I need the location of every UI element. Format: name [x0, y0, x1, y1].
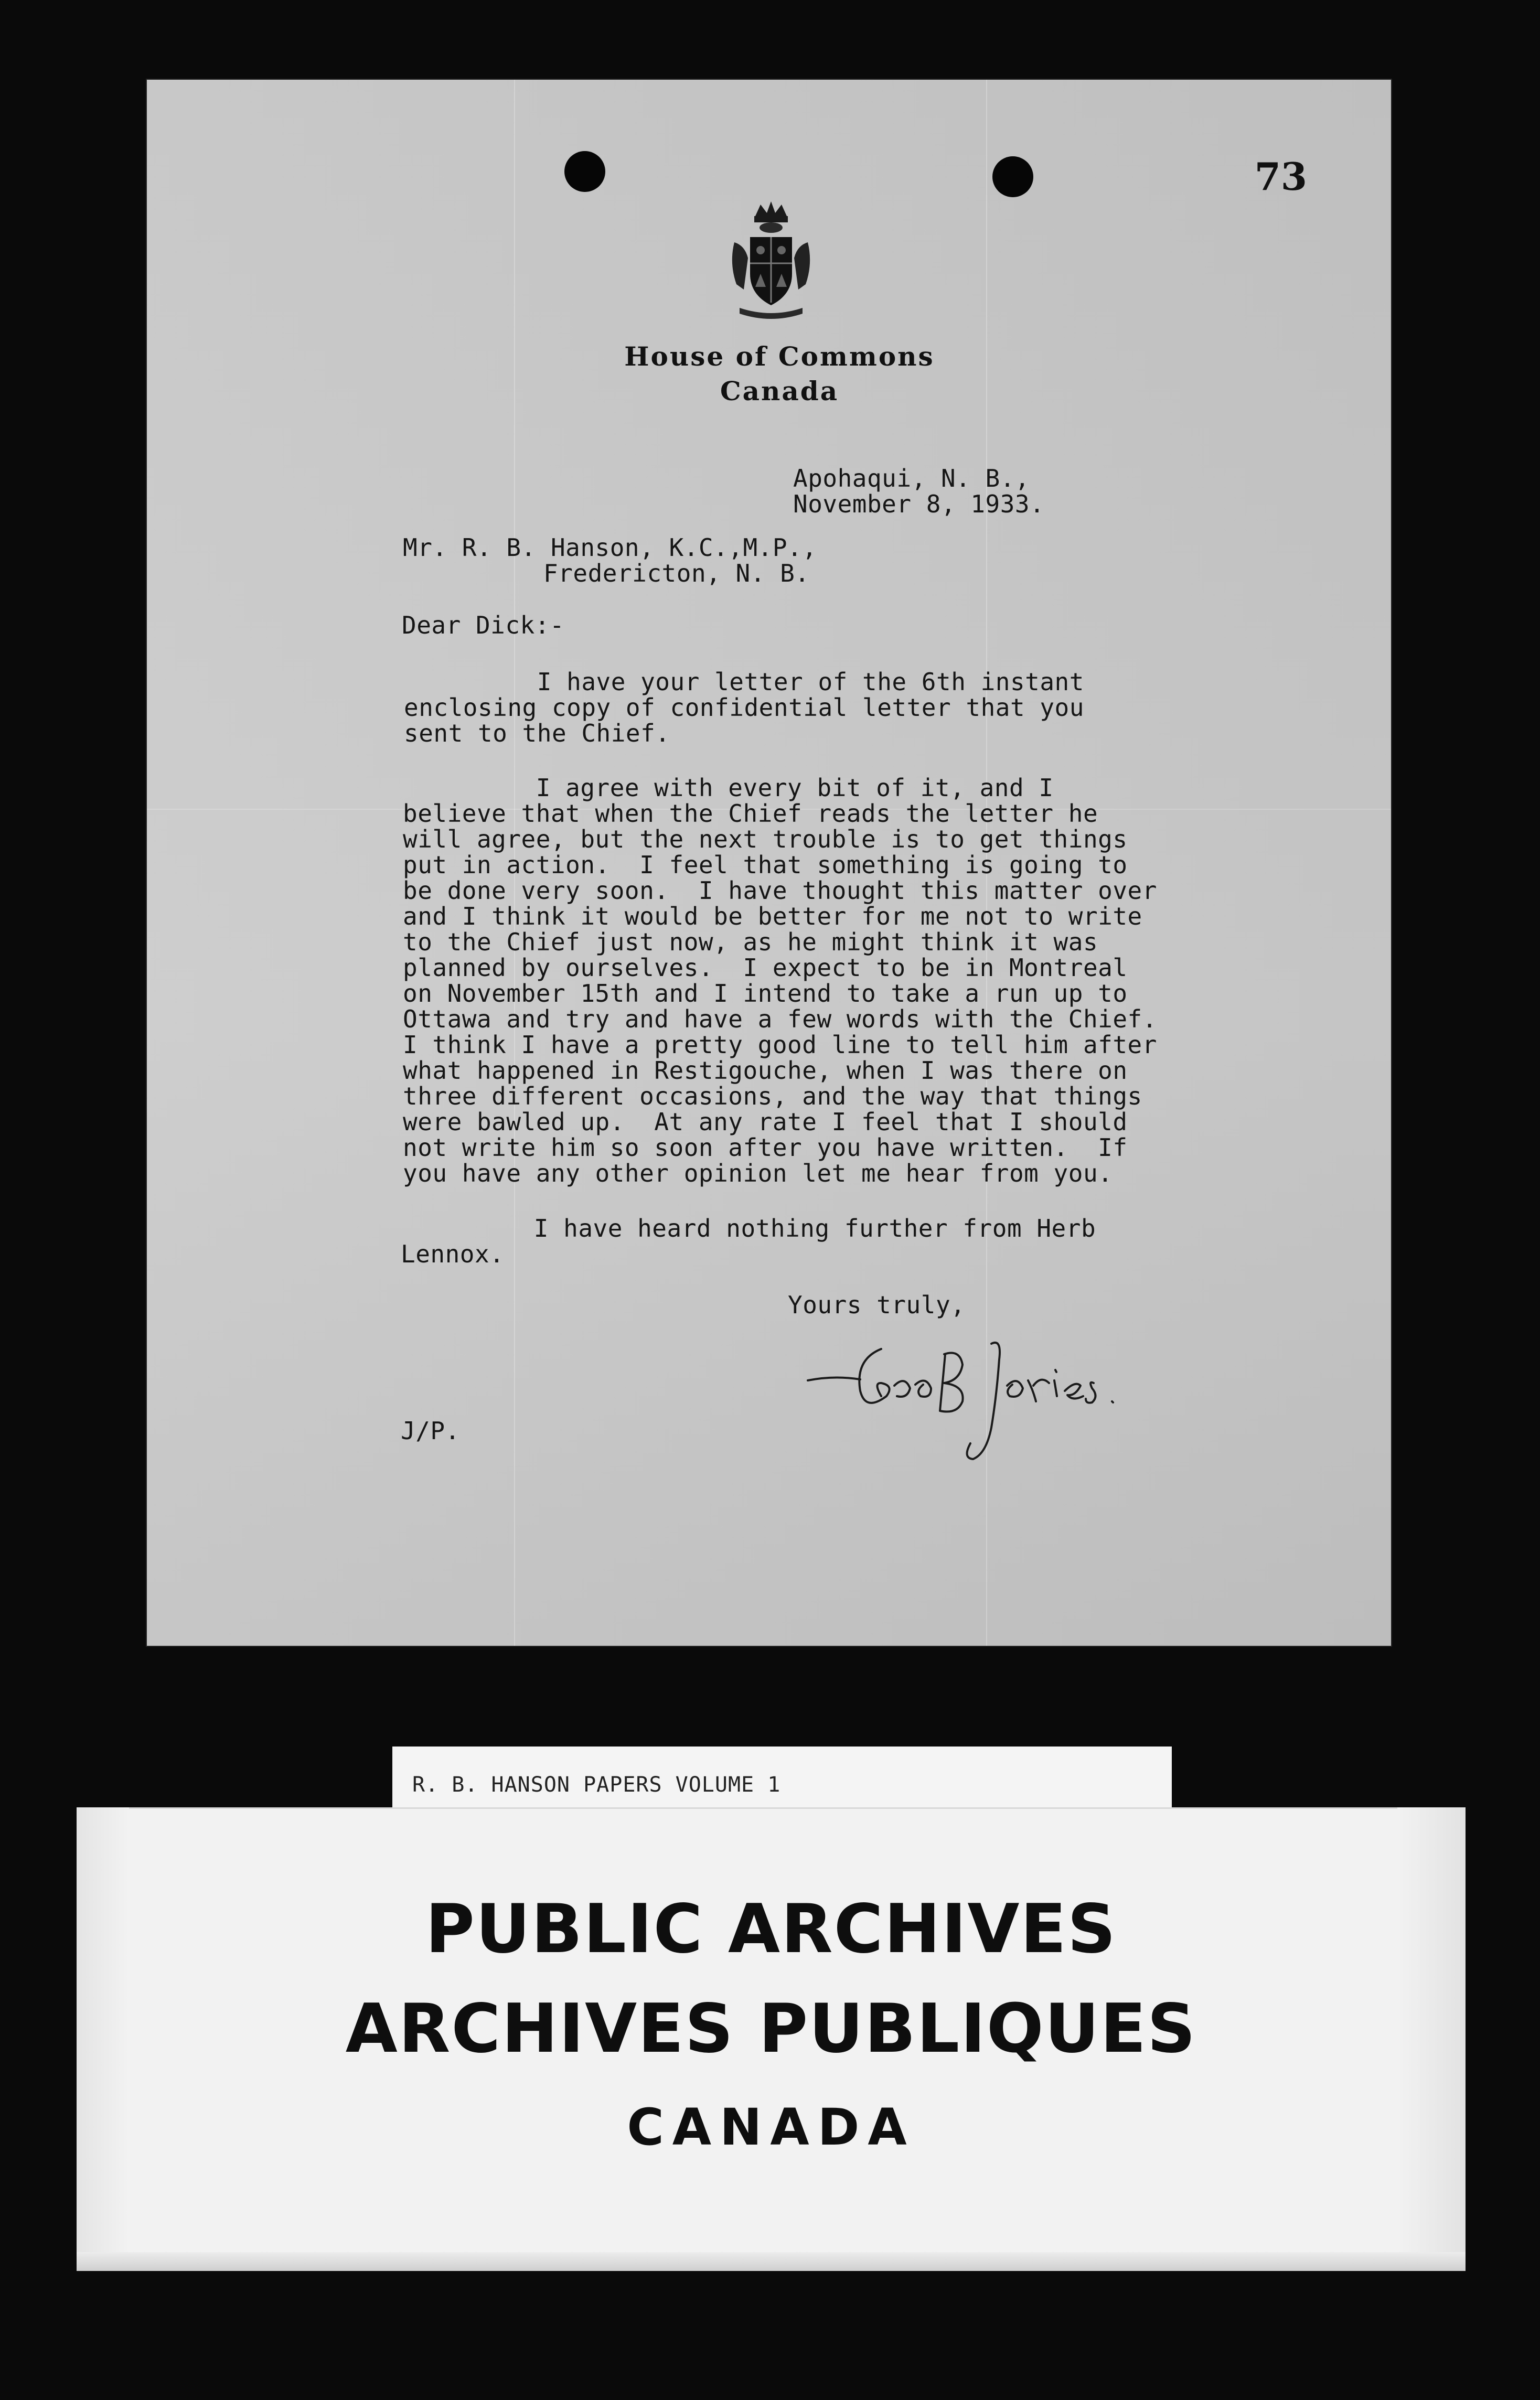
card-edge [77, 2252, 1466, 2271]
paragraph-line: sent to the Chief. [404, 719, 670, 747]
letter-sheet [147, 80, 1391, 1646]
paragraph-line: Ottawa and try and have a few words with the Chief. [403, 1005, 1157, 1033]
archive-card [77, 1807, 1466, 2271]
paragraph-line: what happened in Restigouche, when I was there on [403, 1056, 1128, 1085]
sender-place: Apohaqui, N. B., [793, 464, 1030, 492]
paragraph-line: I have heard nothing further from Herb [401, 1214, 1096, 1242]
volume-label-text: R. B. HANSON PAPERS VOLUME 1 [412, 1773, 781, 1797]
paragraph-line: on November 15th and I intend to take a run up to [403, 979, 1128, 1008]
archive-country: CANADA [627, 2098, 915, 2157]
paragraph-line: I have your letter of the 6th instant [404, 668, 1084, 696]
volume-label [392, 1747, 1172, 1807]
recipient-address: Fredericton, N. B. [543, 559, 810, 587]
paragraph-line: will agree, but the next trouble is to get things [403, 825, 1128, 853]
recipient-name: Mr. R. B. Hanson, K.C.,M.P., [403, 533, 817, 562]
page-number: 73 [1254, 154, 1307, 199]
closing: Yours truly, [788, 1291, 966, 1319]
archive-title-english: PUBLIC ARCHIVES [425, 1890, 1117, 1968]
letter-date: November 8, 1933. [793, 490, 1045, 518]
paragraph-line: to the Chief just now, as he might think it was [403, 928, 1098, 956]
letterhead-title: House of Commons [624, 341, 935, 372]
typist-initials: J/P. [401, 1417, 460, 1445]
paragraph-line: I think I have a pretty good line to tell him after [403, 1031, 1157, 1059]
paragraph-line: you have any other opinion let me hear from you. [403, 1159, 1113, 1187]
paragraph-line: believe that when the Chief reads the letter he [403, 799, 1098, 828]
handwritten-signature [803, 1317, 1170, 1475]
paragraph-line: I agree with every bit of it, and I [403, 774, 1054, 802]
paragraph-line: be done very soon. I have thought this matter over [403, 876, 1157, 905]
paragraph-line: were bawled up. At any rate I feel that I should [403, 1108, 1128, 1136]
punch-hole [564, 151, 605, 192]
paragraph-line: planned by ourselves. I expect to be in Montreal [403, 953, 1128, 982]
paragraph-line: Lennox. [401, 1240, 505, 1268]
paragraph-line: enclosing copy of confidential letter that you [404, 693, 1084, 722]
letterhead-subtitle: Canada [720, 376, 839, 406]
paragraph-line: put in action. I feel that something is going to [403, 851, 1128, 879]
punch-hole [992, 156, 1033, 197]
paragraph-line: three different occasions, and the way that things [403, 1082, 1142, 1110]
paragraph-line: and I think it would be better for me not to write [403, 902, 1142, 930]
salutation: Dear Dick:- [402, 611, 565, 639]
paragraph-line: not write him so soon after you have written. If [403, 1133, 1128, 1162]
royal-coat-of-arms-icon [719, 195, 824, 321]
archive-title-french: ARCHIVES PUBLIQUES [345, 1990, 1197, 2068]
